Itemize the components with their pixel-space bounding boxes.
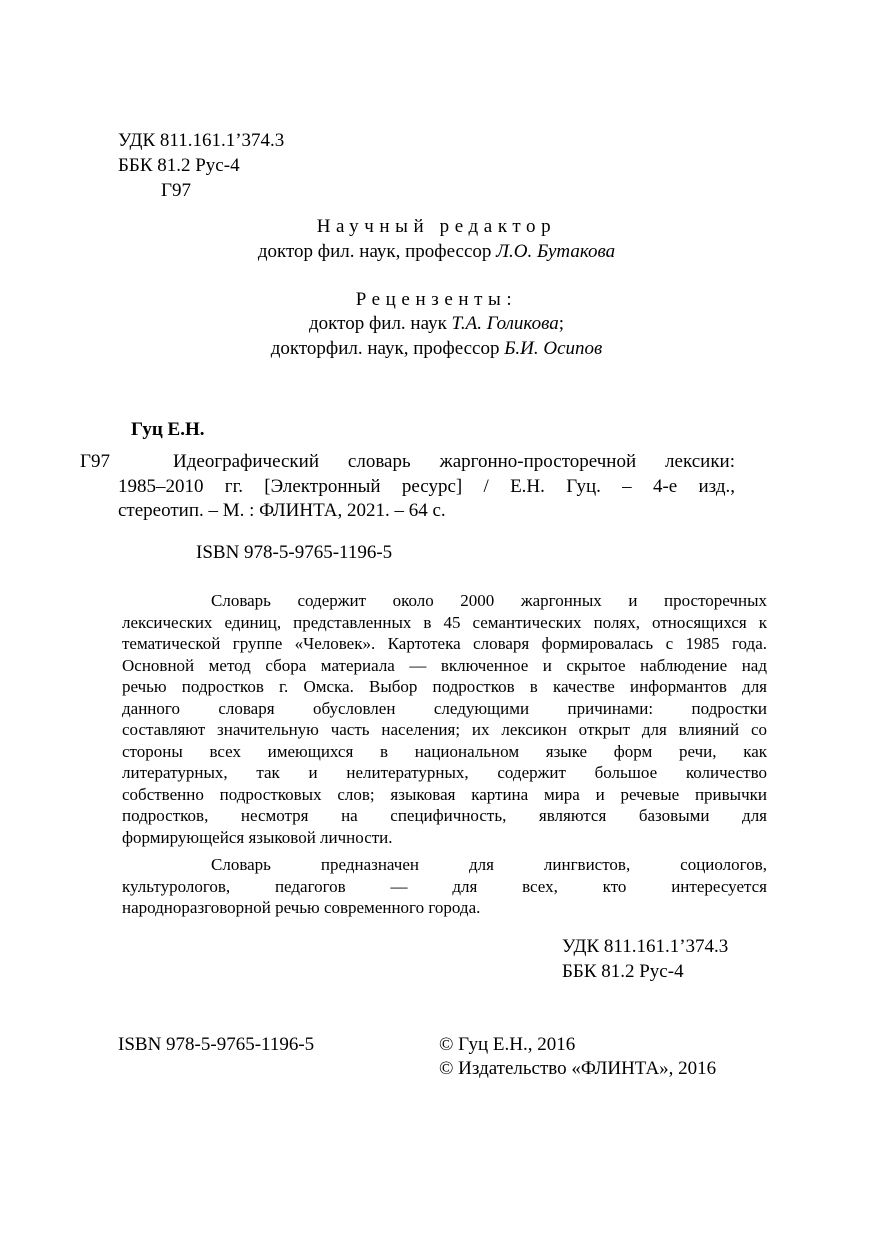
- record-mark: Г97: [80, 451, 110, 472]
- editor-heading: Научный редактор: [316, 216, 557, 237]
- record-isbn: ISBN 978-5-9765-1196-5: [196, 542, 393, 563]
- bottom-isbn: ISBN 978-5-9765-1196-5: [118, 1034, 315, 1055]
- record-line-2: 1985–2010 гг. [Электронный ресурс] / Е.Н. Гуц. – 4-е изд.,: [118, 476, 735, 497]
- abstract-line: подростков, несмотря на специфичность, являются базовыми для: [122, 806, 767, 825]
- footer-udk-code: УДК 811.161.1’374.3: [562, 936, 729, 957]
- abstract-line: литературных, так и нелитературных, содержит большое количество: [122, 763, 767, 782]
- abstract-line: речью подростков г. Омска. Выбор подростков в качестве информантов для: [122, 677, 767, 696]
- abstract-line: составляют значительную часть населения; их лексикон открыт для влияний со: [122, 720, 767, 739]
- reviewer-1-prefix: доктор фил. наук: [309, 313, 452, 334]
- record-line-1: Идеографический словарь жаргонно-просторечной лексики:: [173, 451, 735, 472]
- abstract-line: стороны всех имеющихся в национальном языке форм речи, как: [122, 741, 767, 761]
- reviewer-2-name: Б.И. Осипов: [504, 338, 603, 359]
- abstract-line: Словарь предназначен для лингвистов, социологов,: [211, 855, 767, 874]
- abstract-line: Словарь содержит около 2000 жаргонных и просторечных: [211, 591, 767, 610]
- abstract-line: собственно подростковых слов; языковая картина мира и речевые привычки: [122, 784, 767, 804]
- record-line-3: стереотип. – М. : ФЛИНТА, 2021. – 64 с.: [118, 500, 446, 521]
- abstract-line: данного словаря обусловлен следующими причинами: подростки: [122, 698, 767, 718]
- abstract-paragraph-2: [122, 854, 767, 920]
- copyright-author: © Гуц Е.Н., 2016: [439, 1034, 576, 1055]
- author-mark: Г97: [161, 180, 191, 201]
- footer-bbk-code: ББК 81.2 Рус-4: [562, 961, 684, 982]
- record-author: Гуц Е.Н.: [131, 419, 205, 440]
- abstract-paragraph-1: [122, 590, 767, 848]
- abstract-line: Основной метод сбора материала — включенное и скрытое наблюдение над: [122, 655, 767, 675]
- abstract-line: формирующейся языковой личности.: [122, 827, 393, 847]
- reviewer-2: [0, 337, 873, 361]
- editor-line: [0, 240, 873, 264]
- abstract-line: народноразговорной речью современного города.: [122, 898, 481, 917]
- bbk-code: ББК 81.2 Рус-4: [118, 155, 240, 176]
- abstract-line: лексических единиц, представленных в 45 семантических полях, относящихся к: [122, 612, 767, 632]
- udk-code: УДК 811.161.1’374.3: [118, 130, 285, 151]
- editor-name: Л.О. Бутакова: [496, 241, 616, 262]
- reviewer-1-name: Т.А. Голикова: [451, 313, 559, 334]
- reviewers-heading: Рецензенты:: [355, 289, 518, 310]
- reviewer-1-suffix: ;: [558, 313, 564, 334]
- editor-prefix: доктор фил. наук, профессор: [257, 241, 497, 262]
- abstract-line: культурологов, педагогов — для всех, кто интересуется: [122, 876, 767, 896]
- copyright-publisher: © Издательство «ФЛИНТА», 2016: [439, 1058, 717, 1079]
- abstract-line: тематической группе «Человек». Картотека словаря формировалась с 1985 года.: [122, 634, 767, 653]
- reviewer-1: [0, 312, 873, 336]
- reviewer-2-prefix: докторфил. наук, профессор: [270, 338, 505, 359]
